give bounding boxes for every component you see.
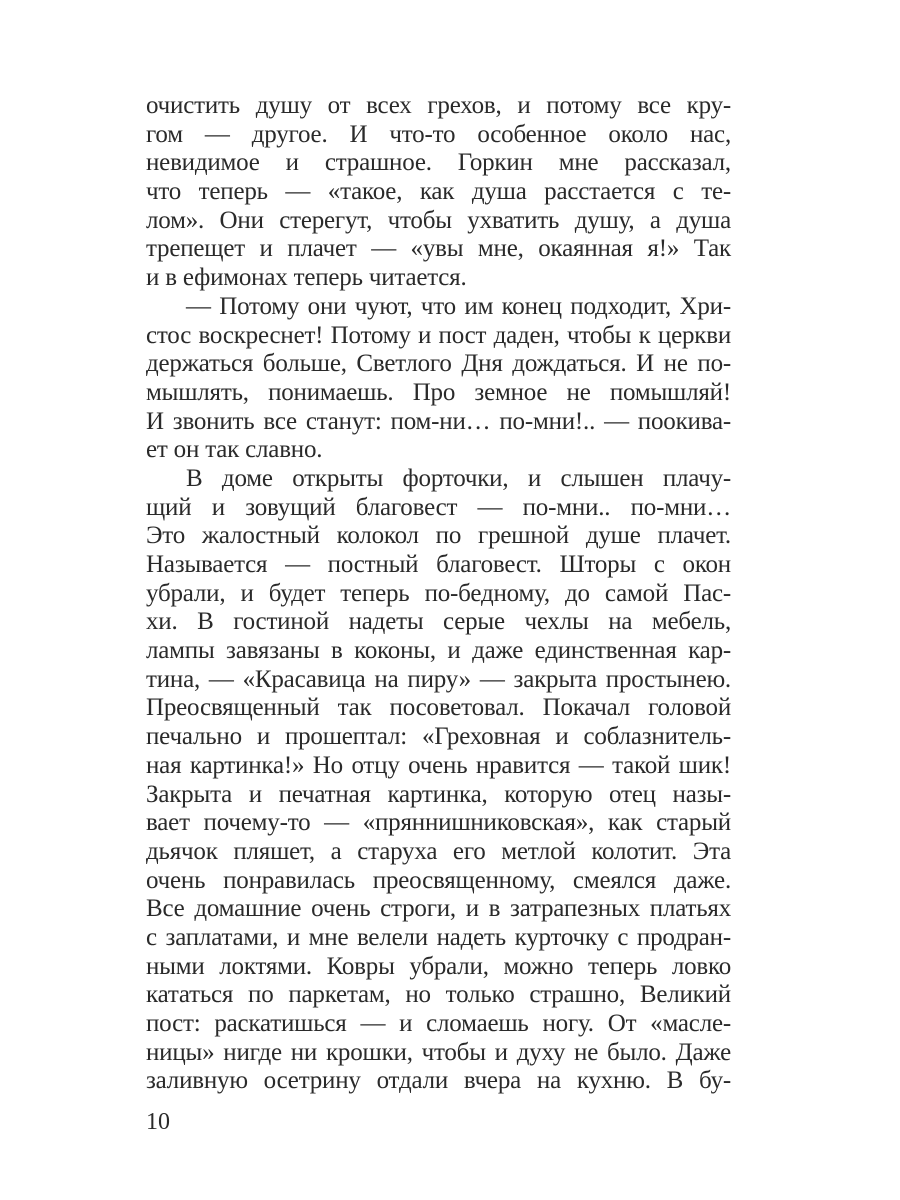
- text-line: Это жалостный колокол по грешной душе плачет.: [146, 522, 731, 550]
- text-line: Называется — постный благовест. Шторы с окон: [146, 551, 731, 578]
- text-line: убрали, и будет теперь по-бедному, до самой Пас-: [146, 579, 731, 607]
- text-line: печально и прошептал: «Греховная и соблазнитель-: [146, 723, 731, 751]
- text-line: ными локтями. Ковры убрали, можно теперь ловко: [146, 952, 731, 980]
- text-line: вает почему-то — «пряннишниковская», как старый: [146, 809, 731, 837]
- text-line: и в ефимонах теперь читается.: [146, 264, 467, 292]
- text-line: кататься по паркетам, но только страшно, Великий: [146, 981, 731, 1009]
- text-line: ная картинка!» Но отцу очень нравится — такой шик!: [146, 751, 731, 779]
- text-line: В доме открыты форточки, и слышен плачу-: [186, 464, 731, 492]
- text-line: щий и зовущий благовест — по-мни.. по-мни…: [146, 493, 731, 521]
- text-line: мышлять, понимаешь. Про земное не помышляй!: [146, 378, 731, 406]
- text-line: Преосвященный так посоветовал. Покачал головой: [146, 694, 731, 722]
- text-line: Закрыта и печатная картинка, которую отец назы-: [146, 780, 731, 808]
- text-line: — Потому они чуют, что им конец подходит, Хри-: [186, 292, 731, 320]
- text-line: с заплатами, и мне велели надеть курточку с продран-: [146, 923, 731, 951]
- text-line: Все домашние очень строги, и в затрапезных платьях: [146, 895, 731, 923]
- text-line: невидимое и страшное. Горкин мне рассказал,: [146, 149, 731, 177]
- text-line: лампы завязаны в коконы, и даже единственная кар-: [146, 637, 731, 665]
- text-line: стос воскреснет! Потому и пост даден, чтобы к церкви: [146, 321, 731, 349]
- text-line: трепещет и плачет — «увы мне, окаянная я!» Так: [146, 235, 731, 263]
- text-line: держаться больше, Светлого Дня дождаться. И не по-: [146, 350, 731, 378]
- text-line: очистить душу от всех грехов, и потому все кру-: [146, 92, 731, 119]
- text-line: дьячок пляшет, а старуха его метлой колотит. Эта: [146, 837, 731, 865]
- text-line: лом». Они стерегут, чтобы ухватить душу, а душа: [146, 206, 731, 234]
- page-body-text: [146, 92, 731, 1096]
- text-line: очень понравилась преосвященному, смеялся даже.: [146, 866, 731, 894]
- page-number: 10: [146, 1109, 170, 1135]
- text-line: тина, — «Красавица на пиру» — закрыта простынею.: [146, 665, 731, 693]
- text-line: хи. В гостиной надеты серые чехлы на мебель,: [146, 608, 731, 636]
- text-line: пост: раскатишься — и сломаешь ногу. От «масле-: [146, 1010, 731, 1037]
- text-line: что теперь — «такое, как душа расстается с те-: [146, 178, 731, 206]
- text-line: ницы» нигде ни крошки, чтобы и духу не было. Даже: [146, 1038, 731, 1066]
- text-line: И звонить все станут: пом-ни… по-мни!.. — поокива-: [146, 407, 731, 435]
- text-line: гом — другое. И что-то особенное около нас,: [146, 120, 731, 148]
- text-line: заливную осетрину отдали вчера на кухню. В бу-: [146, 1067, 731, 1095]
- text-line: ет он так славно.: [146, 436, 323, 464]
